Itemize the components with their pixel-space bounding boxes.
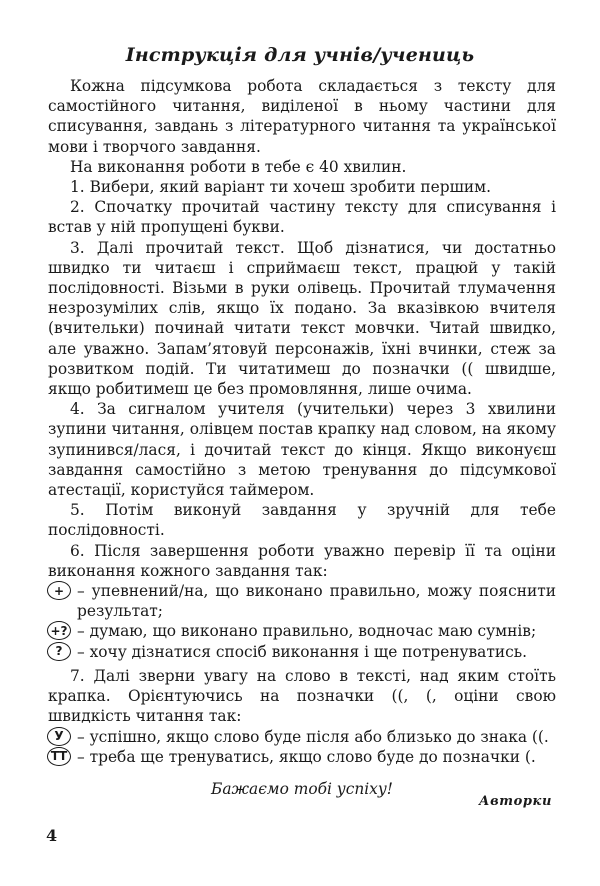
- page-title: Інструкція для учнів/учениць: [125, 44, 475, 66]
- legend-row-learn: [48, 642, 556, 662]
- legend-row-confident: [48, 581, 556, 621]
- legend-row-success: [48, 727, 556, 747]
- step-5-paragraph: 5. Потім виконуй завдання у зручній для тебе послідовності.: [48, 501, 556, 540]
- authors-signature: Авторки: [478, 794, 552, 809]
- step-6-paragraph: 6. Після завершення роботи уважно перевір її та оціни виконання кожного завдання так:: [48, 541, 556, 580]
- time-paragraph: На виконання роботи в тебе є 40 хвилин.: [70, 157, 407, 176]
- legend-text-success: – успішно, якщо слово буде після або близько до знака ((.: [77, 727, 549, 746]
- plus-question-circle-icon: +?: [47, 621, 71, 640]
- step-1-paragraph: 1. Вибери, який варіант ти хочеш зробити першим.: [70, 178, 492, 197]
- legend-row-doubt: [48, 621, 556, 641]
- legend-row-practice: [48, 747, 556, 767]
- step-2-paragraph: 2. Спочатку прочитай частину тексту для списування і встав у ній пропущені букви.: [48, 198, 556, 237]
- step-7-paragraph: 7. Далі зверни увагу на слово в тексті, над яким стоїть крапка. Орієнтуючись на позначки ((, (, оціни свою швидкість читання так:: [48, 666, 556, 726]
- plus-circle-icon: +: [47, 581, 71, 600]
- step-4-paragraph: 4. За сигналом учителя (учительки) через 3 хвилини зупини читання, олівцем постав крапку над словом, на якому зупинився/лася, і дочитай текст до кінця. Якщо виконуєш завдання самостійно з метою тренування до підсумкової атестації, користуйся таймером.: [48, 400, 556, 500]
- question-circle-icon: ?: [47, 642, 71, 661]
- intro-paragraph: Кожна підсумкова робота складається з тексту для самостійного читання, виділеної в ньому частини для списування, завдань з літературного читання та української мови і творчого завдання.: [48, 77, 556, 156]
- wish-text: Бажаємо тобі успіху!: [211, 779, 393, 798]
- step-3-paragraph: 3. Далі прочитай текст. Щоб дізнатися, чи достатньо швидко ти читаєш і сприймаєш текст, працюй у такій послідовності. Візьми в руки олівець. Прочитай тлумачення незрозумілих слів, якщо їх подано. За вказівкою вчителя (вчительки) починай читати текст мовчки. Читай швидко, але уважно. Запам’ятовуй персонажів, їхні вчинки, стеж за розвитком подій. Ти читатимеш до позначки (( швидше, якщо робитимеш це без промовляння, лише очима.: [48, 238, 556, 399]
- legend-text-practice: – треба ще тренуватись, якщо слово буде до позначки (.: [77, 747, 536, 766]
- legend-text-learn: – хочу дізнатися спосіб виконання і ще потренуватись.: [77, 642, 528, 661]
- instruction-body: [48, 76, 556, 799]
- practice-circle-icon: ТТ: [47, 747, 71, 766]
- self-assessment-legend: [48, 581, 556, 662]
- legend-text-confident: – упевнений/на, що виконано правильно, можу пояснити результат;: [77, 582, 556, 621]
- success-circle-icon: У: [47, 727, 71, 746]
- reading-speed-legend: [48, 727, 556, 767]
- page-number: 4: [46, 826, 58, 845]
- legend-text-doubt: – думаю, що виконано правильно, водночас маю сумнів;: [77, 622, 537, 641]
